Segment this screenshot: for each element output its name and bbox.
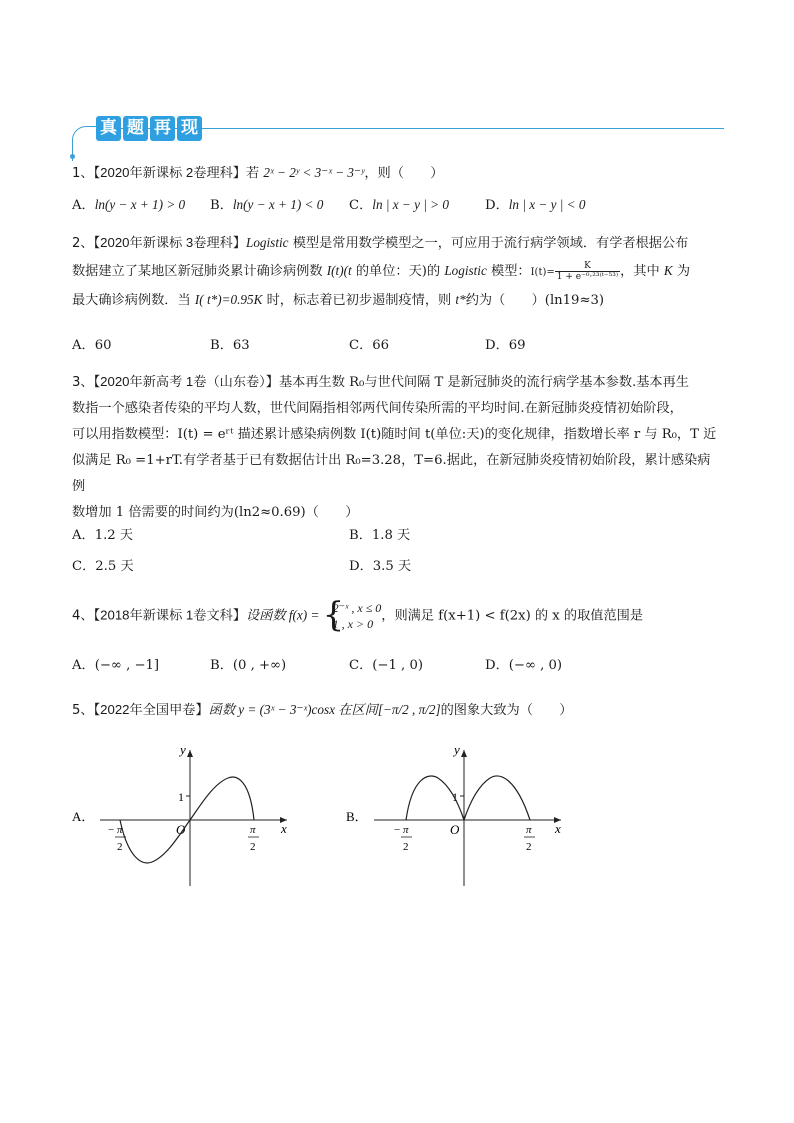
option-text: ln(y − x + 1) > 0 — [94, 197, 186, 212]
tick-two: 2 — [526, 841, 532, 853]
option-a[interactable] — [72, 195, 185, 216]
var: K — [663, 263, 673, 278]
question-source: 【2020年新高考 1卷（山东卷）】 — [93, 374, 279, 389]
question-number: 2、 — [72, 236, 94, 251]
option-b[interactable] — [349, 526, 410, 546]
text: 模型是常用数学模型之一，可应用于流行病学领域．有学者根据公布 — [288, 236, 689, 251]
option-label: D． — [485, 338, 509, 353]
option-b[interactable] — [210, 195, 323, 216]
question-source: 【2020年新课标 3卷理科】 — [93, 235, 246, 250]
section-title — [96, 116, 202, 141]
question-stem: 若 — [246, 166, 264, 181]
question-number: 4、 — [72, 608, 94, 624]
q3-line-3: 可以用指数模型：I(t) = eʳᵗ 描述累计感染病例数 I(t)随时间 t(单位:天)的变化规律，指数增长率 r 与 R₀，T 近 — [72, 427, 717, 442]
numerator: K — [555, 261, 620, 272]
curve-b — [406, 776, 530, 820]
option-label: A． — [72, 338, 95, 353]
tick-two: 2 — [250, 841, 256, 853]
option-d[interactable] — [485, 656, 562, 676]
question-3 — [72, 369, 722, 526]
tick-pi: π — [526, 824, 532, 836]
tick-neg-two: 2 — [117, 841, 123, 853]
text: 模型： — [486, 264, 531, 279]
inequality: 2ˣ − 2ʸ < 3⁻ˣ − 3⁻ʸ — [263, 165, 365, 180]
question-1 — [72, 163, 722, 184]
piecewise-function — [322, 595, 382, 635]
option-text: (−∞ , 0) — [508, 658, 563, 673]
tick-pi: π — [250, 824, 256, 836]
q3-line-4: 似满足 R₀ =1+rT.有学者基于已有数据估计出 R₀=3.28，T=6.据此，在新冠肺炎疫情初始阶段，累计感染病例 — [72, 453, 711, 494]
question-source: 【2020年新课标 2卷理科】 — [93, 165, 246, 180]
piece-bottom: 1 , x > 0 — [332, 617, 374, 631]
model-name: Logistic — [444, 263, 487, 278]
text: 数据建立了某地区新冠肺炎累计确诊病例数 — [72, 264, 327, 279]
title-char: 现 — [177, 116, 202, 141]
neg-sign: − — [108, 824, 115, 836]
option-d[interactable] — [349, 557, 411, 577]
graph-b[interactable] — [346, 738, 576, 890]
q2-line-3 — [72, 286, 722, 314]
option-label: B． — [210, 338, 233, 353]
text: 基本再生数 R₀与世代间隔 T 是新冠肺炎的流行病学基本参数.基本再生 — [278, 375, 689, 390]
option-label: A． — [72, 528, 95, 543]
model-fraction — [555, 261, 620, 282]
y-arrow — [461, 750, 467, 757]
text: 的单位：天)的 — [351, 264, 445, 279]
option-text: ln(y − x + 1) < 0 — [232, 197, 324, 212]
title-char: 再 — [150, 116, 175, 141]
option-text: 60 — [94, 338, 112, 353]
option-label: C． — [72, 559, 96, 574]
origin-label: O — [450, 822, 460, 837]
x-label: x — [555, 821, 561, 836]
model-name: Logistic — [246, 235, 289, 250]
tick-one: 1 — [452, 790, 458, 804]
option-label: C． — [349, 338, 373, 353]
header-dot — [70, 154, 75, 159]
origin-label: O — [176, 822, 186, 837]
option-c[interactable] — [72, 557, 134, 577]
option-text: ln | x − y | > 0 — [372, 197, 449, 212]
question-number: 3、 — [72, 375, 94, 390]
text: 为 — [672, 264, 691, 279]
option-a[interactable] — [72, 656, 159, 676]
graph-label: B． — [346, 809, 368, 824]
tick-neg-pi: π — [117, 824, 123, 836]
option-label: A． — [72, 198, 95, 213]
option-d[interactable] — [485, 195, 585, 216]
q2-line-2 — [72, 257, 722, 286]
option-c[interactable] — [349, 656, 423, 676]
option-a[interactable] — [72, 336, 112, 356]
graph-a[interactable] — [72, 738, 302, 890]
option-a[interactable] — [72, 526, 133, 546]
option-c[interactable] — [349, 336, 389, 356]
graph-b-svg — [346, 738, 576, 890]
text: 最大确诊病例数．当 — [72, 293, 195, 308]
q2-line-1 — [72, 229, 722, 257]
var: I( t*)=0.95K — [194, 292, 263, 307]
title-char: 真 — [96, 116, 121, 141]
option-label: B． — [210, 658, 233, 673]
question-2 — [72, 229, 722, 314]
y-arrow — [187, 750, 193, 757]
q3-line-5: 数增加 1 倍需要的时间约为(ln2≈0.69)（ ） — [72, 505, 359, 520]
option-b[interactable] — [210, 336, 250, 356]
question-number: 1、 — [72, 166, 94, 181]
x-label: x — [281, 821, 287, 836]
var: I(t)(t — [326, 263, 352, 278]
text: 的图象大致为（ ） — [440, 703, 573, 718]
graph-a-svg — [72, 738, 302, 890]
option-text: 63 — [232, 338, 250, 353]
tick-neg-two: 2 — [403, 841, 409, 853]
option-label: C． — [349, 658, 373, 673]
option-text: 69 — [508, 338, 526, 353]
question-number: 5、 — [72, 703, 94, 718]
option-label: C． — [349, 198, 373, 213]
option-text: 1.8 天 — [371, 528, 411, 543]
q3-line-1 — [72, 369, 722, 396]
tick-one: 1 — [178, 790, 184, 804]
tick-neg-pi: π — [403, 824, 409, 836]
graph-label: A． — [72, 809, 95, 824]
y-label: y — [454, 742, 460, 757]
option-text: 2.5 天 — [95, 559, 134, 574]
function-def: 函数 y = (3ˣ − 3⁻ˣ)cosx 在区间 — [208, 702, 378, 717]
question-source: 【2018年新课标 1卷文科】 — [93, 607, 246, 623]
option-label: B． — [349, 528, 372, 543]
option-text: 3.5 天 — [372, 559, 412, 574]
option-text: ln | x − y | < 0 — [508, 197, 586, 212]
title-char: 题 — [123, 116, 148, 141]
option-label: B． — [210, 198, 233, 213]
option-text: (−1 , 0) — [372, 658, 423, 673]
question-4 — [72, 595, 722, 635]
option-text: (−∞ , −1] — [94, 658, 160, 673]
question-5 — [72, 700, 722, 721]
neg-sign: − — [394, 824, 401, 836]
option-label: D． — [349, 559, 373, 574]
option-text: (0 , +∞) — [232, 658, 287, 673]
option-c[interactable] — [349, 195, 449, 216]
brace: { — [322, 595, 345, 635]
interval: [−π/2 , π/2] — [377, 702, 441, 717]
denominator: 1 + e⁻⁰·²³⁽ᵗ⁻⁵³⁾ — [556, 272, 619, 282]
option-d[interactable] — [485, 336, 526, 356]
option-label: A． — [72, 658, 95, 673]
section-header — [72, 114, 724, 160]
text: ，则满足 f(x+1) < f(2x) 的 x 的取值范围是 — [381, 608, 644, 624]
option-text: 66 — [372, 338, 390, 353]
function-def: 设函数 f(x) = — [246, 607, 323, 623]
var: t* — [455, 292, 466, 307]
option-text: 1.2 天 — [94, 528, 134, 543]
option-label: D． — [485, 198, 509, 213]
piece-top: 2⁻ˣ , x ≤ 0 — [332, 601, 382, 615]
option-b[interactable] — [210, 656, 286, 676]
y-label: y — [180, 742, 186, 757]
option-label: D． — [485, 658, 509, 673]
question-stem-end: ，则（ ） — [364, 166, 444, 181]
model-lhs: I(t)= — [530, 267, 555, 278]
text: 约为（ ）(ln19≈3) — [465, 293, 605, 308]
q3-line-2: 数指一个感染者传染的平均人数，世代间隔指相邻两代间传染所需的平均时间.在新冠肺炎疫情初始阶段， — [72, 401, 683, 416]
text: ，其中 — [620, 264, 664, 279]
text: 时，标志着已初步遏制疫情，则 — [262, 293, 456, 308]
question-source: 【2022年全国甲卷】 — [93, 702, 209, 717]
